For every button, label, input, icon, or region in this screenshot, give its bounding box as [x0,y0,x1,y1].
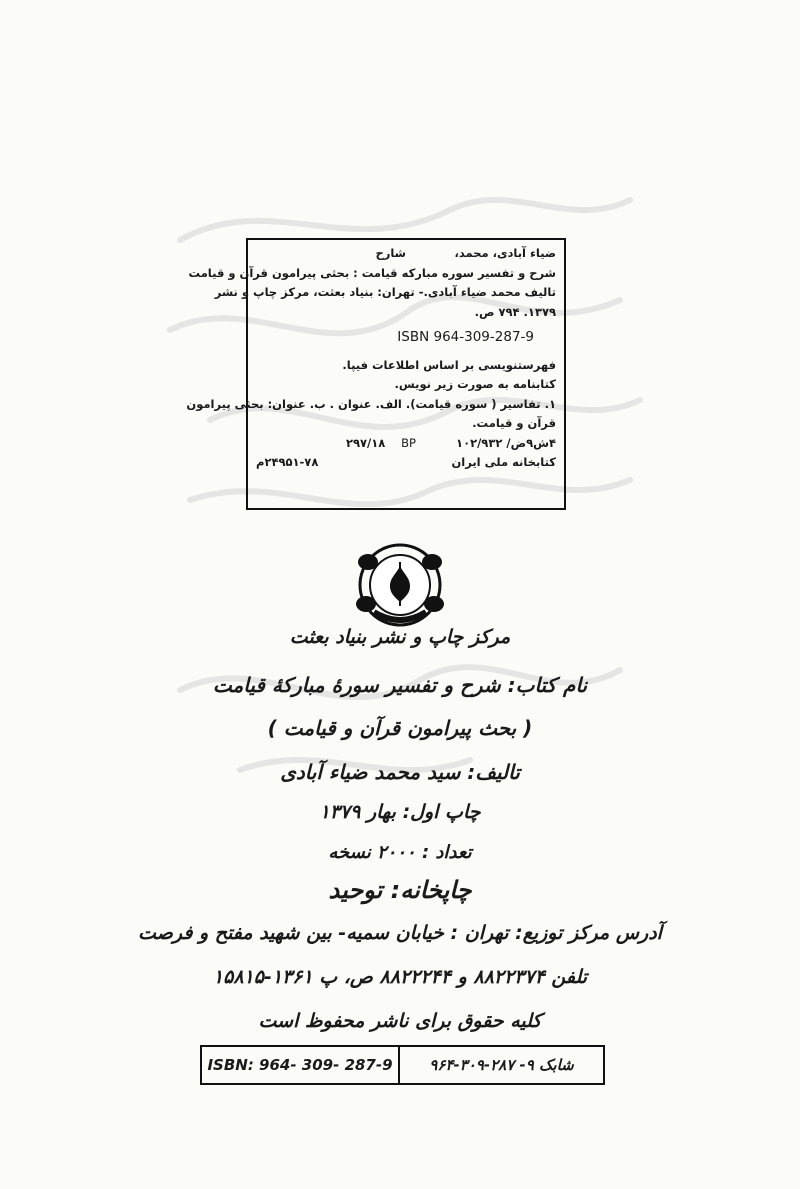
catalog-line-pages: ۱۳۷۹. ۷۹۴ ص. [474,304,556,319]
catalog-line-bibliography: کتابنامه به صورت زیر نویس. [394,377,556,391]
catalog-line-author [256,244,556,264]
catalog-line-title: شرح و تفسیر سوره مبارکه قیامت : بحثی پیرامون قرآن و قیامت [188,265,556,280]
publisher-line: مرکز چاپ و نشر بنیاد بعثت [289,626,511,648]
catalog-line-subjects-cont: قرآن و قیامت. [472,416,556,430]
cataloguing-box [186,238,566,510]
isbn-persian: شابک ۹- ۲۸۷-۳۰۹-۹۶۴ [429,1056,574,1074]
rights-line: کلیه حقوق برای ناشر محفوظ است [258,1010,542,1032]
phone-line: تلفن ۸۸۲۲۳۷۴ و ۸۸۲۲۲۴۴ ص، پ ۱۳۶۱-۱۵۸۱۵ [212,966,588,988]
edition-line: چاپ اول: بهار ۱۳۷۹ [319,801,481,823]
printer-line: چاپخانه: توحید [328,876,472,904]
catalog-line-classification [256,434,556,454]
catalog-line-subjects: ۱. تفاسیر ( سوره قیامت). الف. عنوان . ب. عنوان: بحثی پیرامون [186,396,556,411]
catalog-class-bp: BP [401,435,416,450]
catalog-class-dewey: ۲۹۷/۱۸ [346,435,386,450]
catalog-library-number: ۲۴۹۵۱-۷۸م [256,455,319,469]
catalog-class-number: ۴ش۹ض/ ۱۰۲/۹۳۲ [456,435,556,450]
book-title-line: نام کتاب: شرح و تفسیر سورهٔ مبارکهٔ قیامت [212,673,588,697]
address-line: آدرس مرکز توزیع: تهران : خیابان سمیه- بین شهید مفتح و فرصت [138,922,662,944]
subtitle-line: ( بحث پیرامون قرآن و قیامت ) [267,716,533,740]
isbn-bar [200,1045,605,1085]
catalog-isbn: ISBN 964-309-287-9 [397,329,534,345]
copies-line: تعداد : ۲۰۰۰ نسخه [328,842,472,863]
catalog-author: ضیاء آبادی، محمد، [454,246,556,260]
isbn-latin: ISBN: 964- 309- 287-9 [202,1047,400,1083]
catalog-line-fipa: فهرستنویسی بر اساس اطلاعات فیپا. [342,357,556,372]
catalog-line-imprint: تالیف محمد ضیاء آبادی.- تهران: بنیاد بعثت، مرکز چاپ و نشر [214,285,556,299]
author-line: تالیف: سید محمد ضیاء آبادی [280,760,520,784]
catalog-library: کتابخانه ملی ایران [451,455,556,469]
catalog-role: شارح [375,246,406,260]
catalog-line-library [256,453,556,473]
bonyad-besat-emblem-icon [352,540,448,630]
